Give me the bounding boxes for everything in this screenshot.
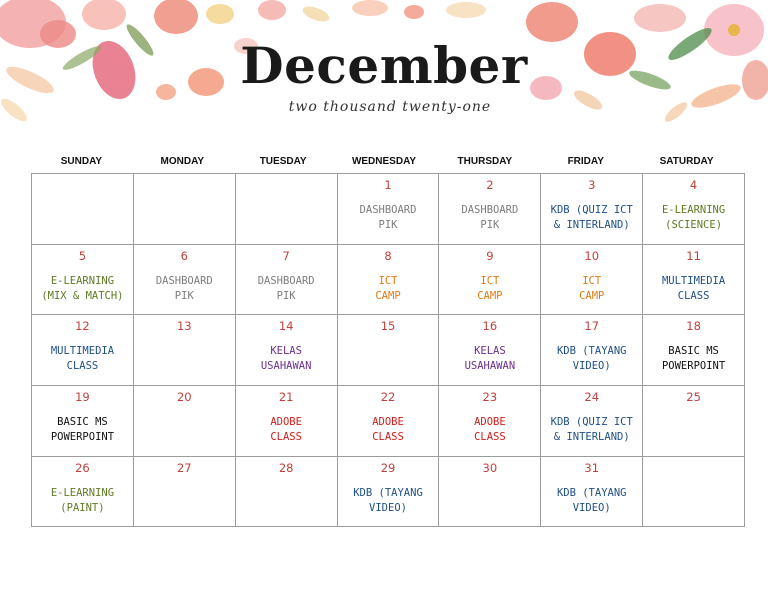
day-number: 13 xyxy=(176,319,192,334)
day-cell xyxy=(541,456,643,527)
day-number: 30 xyxy=(482,460,498,475)
day-number: 7 xyxy=(282,248,290,263)
day-number: 17 xyxy=(584,319,600,334)
event-label: KDB (TAYANG VIDEO) xyxy=(353,486,423,514)
day-number: 16 xyxy=(482,319,498,334)
day-number: 12 xyxy=(75,319,90,334)
calendar-week-row xyxy=(32,174,745,245)
calendar-grid xyxy=(31,173,745,527)
event-label: BASIC MS POWERPOINT xyxy=(50,416,115,444)
day-number: 4 xyxy=(689,178,698,192)
day-number: 8 xyxy=(384,248,392,263)
day-cell xyxy=(133,386,235,457)
event-label: MULTIMEDIA CLASS xyxy=(661,274,726,302)
day-cell xyxy=(133,456,235,527)
day-cell xyxy=(541,174,643,245)
weekday-thursday: THURSDAY xyxy=(457,156,513,167)
day-cell xyxy=(337,456,439,527)
calendar-year-subtitle: two thousand twenty-one xyxy=(288,99,492,115)
day-number xyxy=(134,177,235,193)
day-cell xyxy=(235,386,337,457)
day-number xyxy=(236,177,337,193)
event-label: KELAS USAHAWAN xyxy=(260,345,312,373)
event-label: KDB (QUIZ ICT & INTERLAND) xyxy=(550,204,633,231)
event-label: DASHBOARD PIK xyxy=(359,204,417,231)
day-number: 23 xyxy=(482,390,498,405)
day-number: 2 xyxy=(486,178,494,192)
day-number: 9 xyxy=(486,248,494,263)
day-cell xyxy=(32,244,134,315)
weekday-monday: MONDAY xyxy=(160,156,205,167)
day-number: 15 xyxy=(380,319,396,334)
weekday-tuesday: TUESDAY xyxy=(259,156,307,167)
weekday-friday: FRIDAY xyxy=(567,156,604,167)
day-cell xyxy=(235,456,337,527)
calendar-week-row xyxy=(32,315,745,386)
day-number: 25 xyxy=(686,390,701,405)
day-number: 21 xyxy=(278,390,294,405)
calendar-week-row xyxy=(32,244,745,315)
day-number: 20 xyxy=(176,390,192,405)
day-number: 18 xyxy=(686,319,701,334)
day-cell xyxy=(541,244,643,315)
empty-day-cell xyxy=(32,174,134,245)
event-label: DASHBOARD PIK xyxy=(461,204,519,231)
event-label: BASIC MS POWERPOINT xyxy=(661,345,726,373)
weekday-sunday: SUNDAY xyxy=(60,156,103,167)
event-label: MULTIMEDIA CLASS xyxy=(50,345,115,373)
day-number: 6 xyxy=(180,248,188,263)
day-cell xyxy=(235,244,337,315)
day-number xyxy=(643,460,744,476)
day-cell xyxy=(439,315,541,386)
day-number: 26 xyxy=(75,460,90,475)
day-number: 1 xyxy=(384,178,392,192)
day-number: 14 xyxy=(278,319,294,334)
day-cell xyxy=(337,386,439,457)
day-number: 29 xyxy=(380,460,396,475)
event-label: ADOBE CLASS xyxy=(474,416,506,444)
day-cell xyxy=(439,386,541,457)
day-number: 11 xyxy=(686,248,701,263)
event-label: DASHBOARD PIK xyxy=(155,274,213,302)
day-cell xyxy=(337,315,439,386)
event-label: KDB (TAYANG VIDEO) xyxy=(556,486,627,514)
event-label: ICT CAMP xyxy=(477,274,503,302)
day-number: 19 xyxy=(75,390,90,405)
calendar-week-row xyxy=(32,386,745,457)
day-cell xyxy=(133,244,235,315)
empty-day-cell xyxy=(235,174,337,245)
calendar-week-row xyxy=(32,456,745,527)
day-cell xyxy=(643,386,745,457)
day-cell xyxy=(541,315,643,386)
day-cell xyxy=(337,244,439,315)
day-cell xyxy=(643,244,745,315)
event-label: ADOBE CLASS xyxy=(270,416,302,444)
day-cell xyxy=(541,386,643,457)
flower-cluster-top xyxy=(258,0,486,24)
event-label: KDB (TAYANG VIDEO) xyxy=(556,345,627,373)
event-label: E-LEARNING (MIX & MATCH) xyxy=(41,274,124,302)
day-cell xyxy=(32,456,134,527)
event-label: KDB (QUIZ ICT & INTERLAND) xyxy=(550,416,633,444)
day-cell xyxy=(337,174,439,245)
event-label: E-LEARNING (PAINT) xyxy=(50,486,115,514)
day-cell xyxy=(32,386,134,457)
weekday-saturday: SATURDAY xyxy=(659,156,714,167)
day-number: 5 xyxy=(78,248,87,263)
event-label: ICT CAMP xyxy=(579,274,605,302)
day-number: 31 xyxy=(584,460,600,475)
event-label: KELAS USAHAWAN xyxy=(464,345,516,373)
event-label: E-LEARNING (SCIENCE) xyxy=(661,204,726,231)
day-cell xyxy=(439,244,541,315)
day-number: 27 xyxy=(176,460,192,475)
day-number: 24 xyxy=(584,390,600,405)
day-number: 3 xyxy=(588,178,596,192)
day-cell xyxy=(32,315,134,386)
day-number: 10 xyxy=(584,248,600,263)
day-cell xyxy=(643,174,745,245)
weekday-wednesday: WEDNESDAY xyxy=(351,156,417,167)
empty-day-cell xyxy=(643,456,745,527)
event-label: ICT CAMP xyxy=(375,274,401,302)
calendar-month-title: December xyxy=(240,36,528,95)
weekday-header xyxy=(31,156,737,172)
event-label: ADOBE CLASS xyxy=(372,416,404,444)
day-cell xyxy=(439,174,541,245)
day-number: 22 xyxy=(380,390,396,405)
day-number xyxy=(32,177,133,193)
day-cell xyxy=(235,315,337,386)
day-number: 28 xyxy=(278,460,294,475)
event-label: DASHBOARD PIK xyxy=(257,274,315,302)
day-cell xyxy=(643,315,745,386)
day-cell xyxy=(133,315,235,386)
day-cell xyxy=(439,456,541,527)
empty-day-cell xyxy=(133,174,235,245)
